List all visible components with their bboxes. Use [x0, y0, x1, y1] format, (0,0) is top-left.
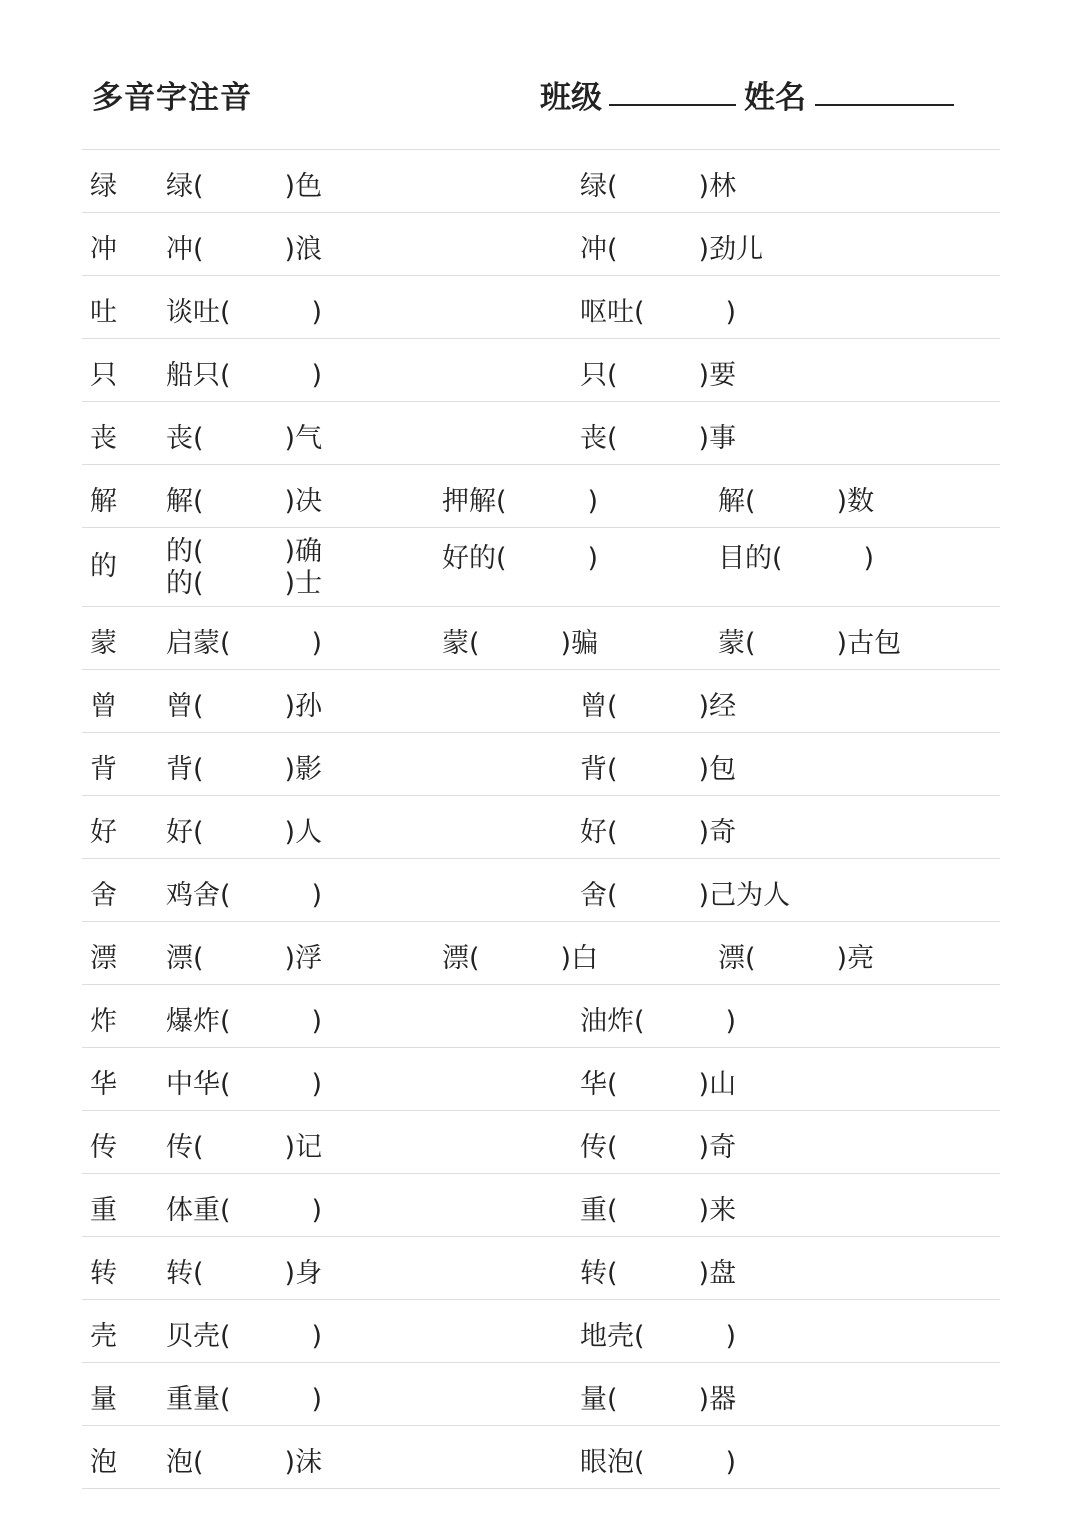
table-row [82, 607, 1000, 670]
word-blank[interactable]: 蒙( )古包 [718, 628, 902, 659]
table-row [82, 1300, 1000, 1363]
word-blank[interactable]: 转( )身 [166, 1258, 323, 1289]
word-blank[interactable]: 重( )来 [580, 1195, 737, 1226]
word-blank[interactable]: 解( )决 [166, 486, 323, 517]
polyphone-char: 重 [90, 1195, 117, 1226]
worksheet-title: 多音字注音 [92, 80, 252, 116]
table-row [82, 213, 1000, 276]
table-row [82, 1174, 1000, 1237]
table-row [82, 859, 1000, 922]
word-blank[interactable]: 曾( )经 [580, 691, 737, 722]
polyphone-char: 丧 [90, 423, 117, 454]
word-blank[interactable]: 眼泡( ) [580, 1447, 737, 1478]
table-row [82, 465, 1000, 528]
word-blank[interactable]: 油炸( ) [580, 1006, 737, 1037]
word-blank[interactable]: 漂( )浮 [166, 943, 323, 974]
polyphone-char: 背 [90, 754, 117, 785]
polyphone-char: 壳 [90, 1321, 117, 1352]
word-blank[interactable]: 华( )山 [580, 1069, 737, 1100]
polyphone-char: 冲 [90, 234, 117, 265]
word-blank[interactable]: 中华( ) [166, 1069, 323, 1100]
table-row [82, 402, 1000, 465]
table-row [82, 796, 1000, 859]
name-label: 姓名 [744, 80, 806, 116]
word-blank[interactable]: 丧( )事 [580, 423, 737, 454]
table-row [82, 1237, 1000, 1300]
word-blank[interactable]: 目的( ) [718, 543, 875, 574]
word-blank[interactable]: 冲( )浪 [166, 234, 323, 265]
word-blank[interactable]: 量( )器 [580, 1384, 737, 1415]
word-blank[interactable]: 好( )人 [166, 817, 323, 848]
word-blank[interactable]: 地壳( ) [580, 1321, 737, 1352]
word-blank[interactable]: 传( )奇 [580, 1132, 737, 1163]
polyphone-char: 传 [90, 1132, 117, 1163]
polyphone-char: 炸 [90, 1006, 117, 1037]
polyphone-char: 转 [90, 1258, 117, 1289]
polyphone-char: 解 [90, 486, 117, 517]
word-blank[interactable]: 好的( ) [442, 543, 599, 574]
word-blank[interactable]: 背( )包 [580, 754, 737, 785]
word-blank[interactable]: 背( )影 [166, 754, 323, 785]
table-row [82, 339, 1000, 402]
word-blank[interactable]: 转( )盘 [580, 1258, 737, 1289]
word-blank[interactable]: 重量( ) [166, 1384, 323, 1415]
word-blank[interactable]: 冲( )劲儿 [580, 234, 764, 265]
word-blank[interactable]: 曾( )孙 [166, 691, 323, 722]
table-row [82, 1048, 1000, 1111]
name-blank[interactable] [815, 104, 954, 106]
table-row [82, 276, 1000, 339]
table-row [82, 922, 1000, 985]
word-blank[interactable]: 蒙( )骗 [442, 628, 599, 659]
word-blank[interactable]: 呕吐( ) [580, 297, 737, 328]
word-blank[interactable]: 漂( )亮 [718, 943, 875, 974]
polyphone-char: 量 [90, 1384, 117, 1415]
word-blank[interactable]: 鸡舍( ) [166, 880, 323, 911]
table-row [82, 733, 1000, 796]
table-row [82, 670, 1000, 733]
word-blank[interactable]: 泡( )沫 [166, 1447, 323, 1478]
polyphone-char: 舍 [90, 880, 117, 911]
table-row [82, 1363, 1000, 1426]
word-blank[interactable]: 丧( )气 [166, 423, 323, 454]
word-blank-group [166, 536, 322, 600]
table-row [82, 1426, 1000, 1489]
word-blank[interactable]: 只( )要 [580, 360, 737, 391]
polyphone-table [82, 149, 1000, 1489]
word-blank[interactable]: 谈吐( ) [166, 297, 323, 328]
table-row [82, 985, 1000, 1048]
word-blank[interactable]: 爆炸( ) [166, 1006, 323, 1037]
polyphone-char: 的 [90, 551, 117, 582]
polyphone-char: 泡 [90, 1447, 117, 1478]
polyphone-char: 华 [90, 1069, 117, 1100]
word-blank[interactable]: 好( )奇 [580, 817, 737, 848]
word-blank[interactable]: 贝壳( ) [166, 1321, 323, 1352]
word-blank[interactable]: 传( )记 [166, 1132, 323, 1163]
polyphone-char: 曾 [90, 691, 117, 722]
polyphone-char: 吐 [90, 297, 117, 328]
word-blank[interactable]: 解( )数 [718, 486, 875, 517]
word-blank[interactable]: 启蒙( ) [166, 628, 323, 659]
word-blank[interactable]: 绿( )林 [580, 171, 737, 202]
word-blank[interactable]: 体重( ) [166, 1195, 323, 1226]
polyphone-char: 只 [90, 360, 117, 391]
word-blank[interactable]: 船只( ) [166, 360, 323, 391]
class-blank[interactable] [609, 104, 736, 106]
word-blank[interactable]: 漂( )白 [442, 943, 599, 974]
word-blank[interactable]: 的( )确 [166, 536, 323, 567]
word-blank[interactable]: 押解( ) [442, 486, 599, 517]
word-blank[interactable]: 舍( )己为人 [580, 880, 791, 911]
table-row [82, 1111, 1000, 1174]
word-blank[interactable]: 绿( )色 [166, 171, 323, 202]
polyphone-char: 漂 [90, 943, 117, 974]
table-row [82, 150, 1000, 213]
polyphone-char: 好 [90, 817, 117, 848]
table-row [82, 528, 1000, 607]
polyphone-char: 蒙 [90, 628, 117, 659]
polyphone-char: 绿 [90, 171, 117, 202]
word-blank[interactable]: 的( )士 [166, 568, 323, 599]
worksheet-header [0, 0, 1080, 150]
class-label: 班级 [540, 80, 602, 116]
